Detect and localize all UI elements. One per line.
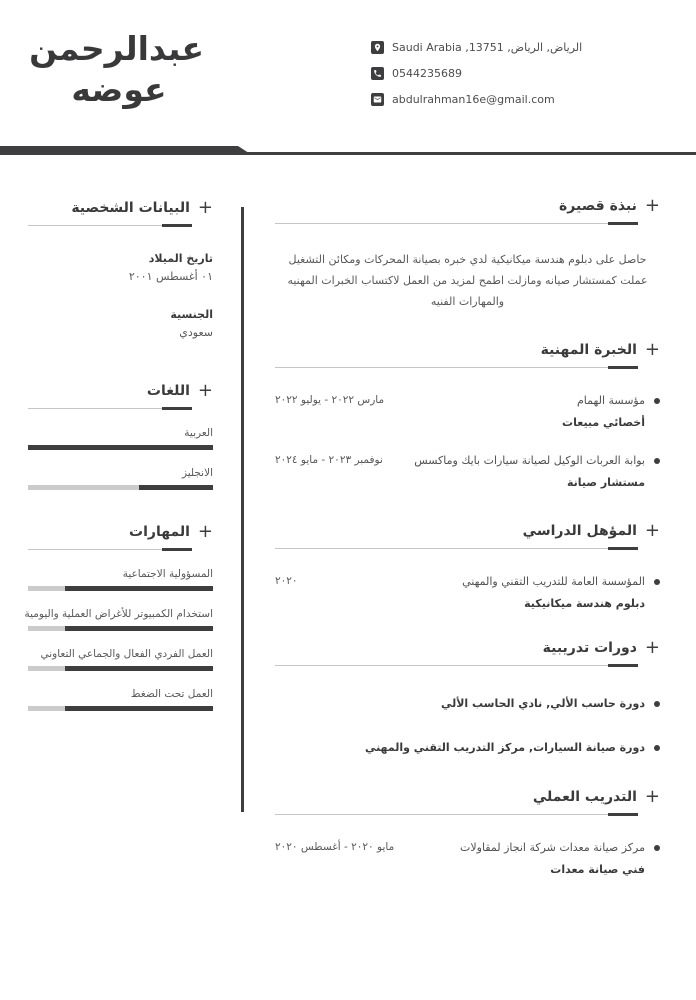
section-title-languages: اللغات [146,383,190,399]
header-divider-line [240,152,696,155]
skill-label: المسؤولية الاجتماعية [122,568,213,580]
education-date: ٢٠٢٠ [275,575,298,587]
contact-phone-row [371,67,582,80]
course-label: دورة حاسب الألي, نادي الحاسب الألي [440,697,645,710]
course-label: دورة صيانة السيارات, مركز التدريب التقني والمهني [364,741,645,754]
experience-date: مارس ٢٠٢٢ - يوليو ٢٠٢٢ [275,394,385,406]
plus-icon: + [197,521,213,542]
section-education [275,520,660,550]
plus-icon: + [197,380,213,401]
language-item [28,427,213,450]
training-role: فني صيانة معدات [550,863,645,876]
section-title-experience: الخبرة المهنية [540,342,637,358]
contact-email: abdulrahman16e@gmail.com [392,93,555,106]
bullet-icon [654,398,660,404]
contact-location: الرياض, الرياض, 13751, Saudi Arabia [392,41,583,54]
section-rule [28,407,192,410]
main-column [275,195,660,876]
skill-label: استخدام الكمبيوتر للأغراض العملية واليومية [24,608,213,620]
section-rule [28,224,192,227]
training-date: مايو ٢٠٢٠ - أغسطس ٢٠٢٠ [275,841,395,853]
field-value: ٠١ أغسطس ٢٠٠١ [128,270,213,283]
language-level-bar [28,485,213,490]
experience-role: مستشار صيانة [566,476,645,489]
candidate-name-line2: عوضه [71,70,167,109]
bullet-icon [654,458,660,464]
plus-icon: + [644,520,660,541]
candidate-name [29,28,204,110]
education-org: المؤسسة العامة للتدريب التقني والمهني [462,575,645,588]
section-title-courses: دورات تدريبية [542,640,637,656]
experience-org: بوابة العربات الوكيل لصيانة سيارات بايك وماكسس [414,454,645,467]
field-label: تاريخ الميلاد [148,252,213,265]
plus-icon: + [644,637,660,658]
bullet-icon [654,701,660,707]
contact-location-row [371,41,582,54]
bullet-icon [654,579,660,585]
candidate-name-line1: عبدالرحمن [29,29,204,68]
section-rule [275,366,638,369]
section-skills [28,521,213,551]
experience-org: مؤسسة الهمام [577,394,645,407]
plus-icon: + [644,786,660,807]
section-title-summary: نبذة قصيرة [559,198,637,214]
course-item [275,740,660,755]
skill-level-bar [28,626,213,631]
plus-icon: + [644,339,660,360]
skill-item [28,568,213,591]
field-nationality [28,308,213,339]
section-rule [275,664,638,667]
email-icon [371,93,384,106]
column-divider [241,207,244,812]
field-value: سعودي [179,326,213,339]
section-courses [275,637,660,667]
training-entry [275,840,660,876]
skill-item [28,688,213,711]
section-rule [275,222,638,225]
experience-role: أخصائي مبيعات [562,416,645,429]
section-rule [28,548,192,551]
skill-item [28,648,213,671]
skill-item [24,608,213,631]
section-title-personal: البيانات الشخصية [71,200,190,216]
field-birthdate [28,252,213,283]
course-item [275,696,660,711]
skill-level-bar [28,666,213,671]
contact-email-row [371,93,582,106]
language-label: العربية [184,427,213,439]
section-personal [28,197,213,227]
experience-date: نوفمبر ٢٠٢٣ - مايو ٢٠٢٤ [275,454,383,466]
skill-label: العمل الفردي الفعال والجماعي التعاوني [40,648,213,660]
bullet-icon [654,745,660,751]
education-degree: دبلوم هندسة ميكانيكية [524,597,645,610]
phone-icon [371,67,384,80]
section-title-skills: المهارات [129,524,190,540]
header-divider-band [0,146,252,155]
sidebar [24,197,213,711]
language-item [28,467,213,490]
language-label: الانجليز [181,467,213,479]
plus-icon: + [644,195,660,216]
section-summary [275,195,660,225]
section-languages [28,380,213,410]
location-icon [371,41,384,54]
field-label: الجنسية [170,308,213,321]
experience-entry [275,393,660,429]
section-rule [275,547,638,550]
section-title-training: التدريب العملي [532,789,637,805]
contact-block [371,41,582,119]
summary-text: حاصل على دبلوم هندسة ميكانيكية لدي خبره بصيانة المحركات ومكائن التشغيل عملت كمستشار صيانه ومازلت اطمح لمزيد من العمل لاكتساب الخبرات المهنيه والمهارات الفنيه [287,253,648,308]
contact-phone: 0544235689 [392,67,462,80]
plus-icon: + [197,197,213,218]
section-rule [275,813,638,816]
experience-entry [275,453,660,489]
skill-level-bar [28,706,213,711]
section-experience [275,339,660,369]
skill-label: العمل تحت الضغط [130,688,213,700]
education-entry [275,574,660,610]
section-title-education: المؤهل الدراسي [522,523,637,539]
section-training [275,786,660,816]
bullet-icon [654,845,660,851]
language-level-bar [28,445,213,450]
skill-level-bar [28,586,213,591]
training-org: مركز صيانة معدات شركة انجاز لمقاولات [460,841,645,854]
